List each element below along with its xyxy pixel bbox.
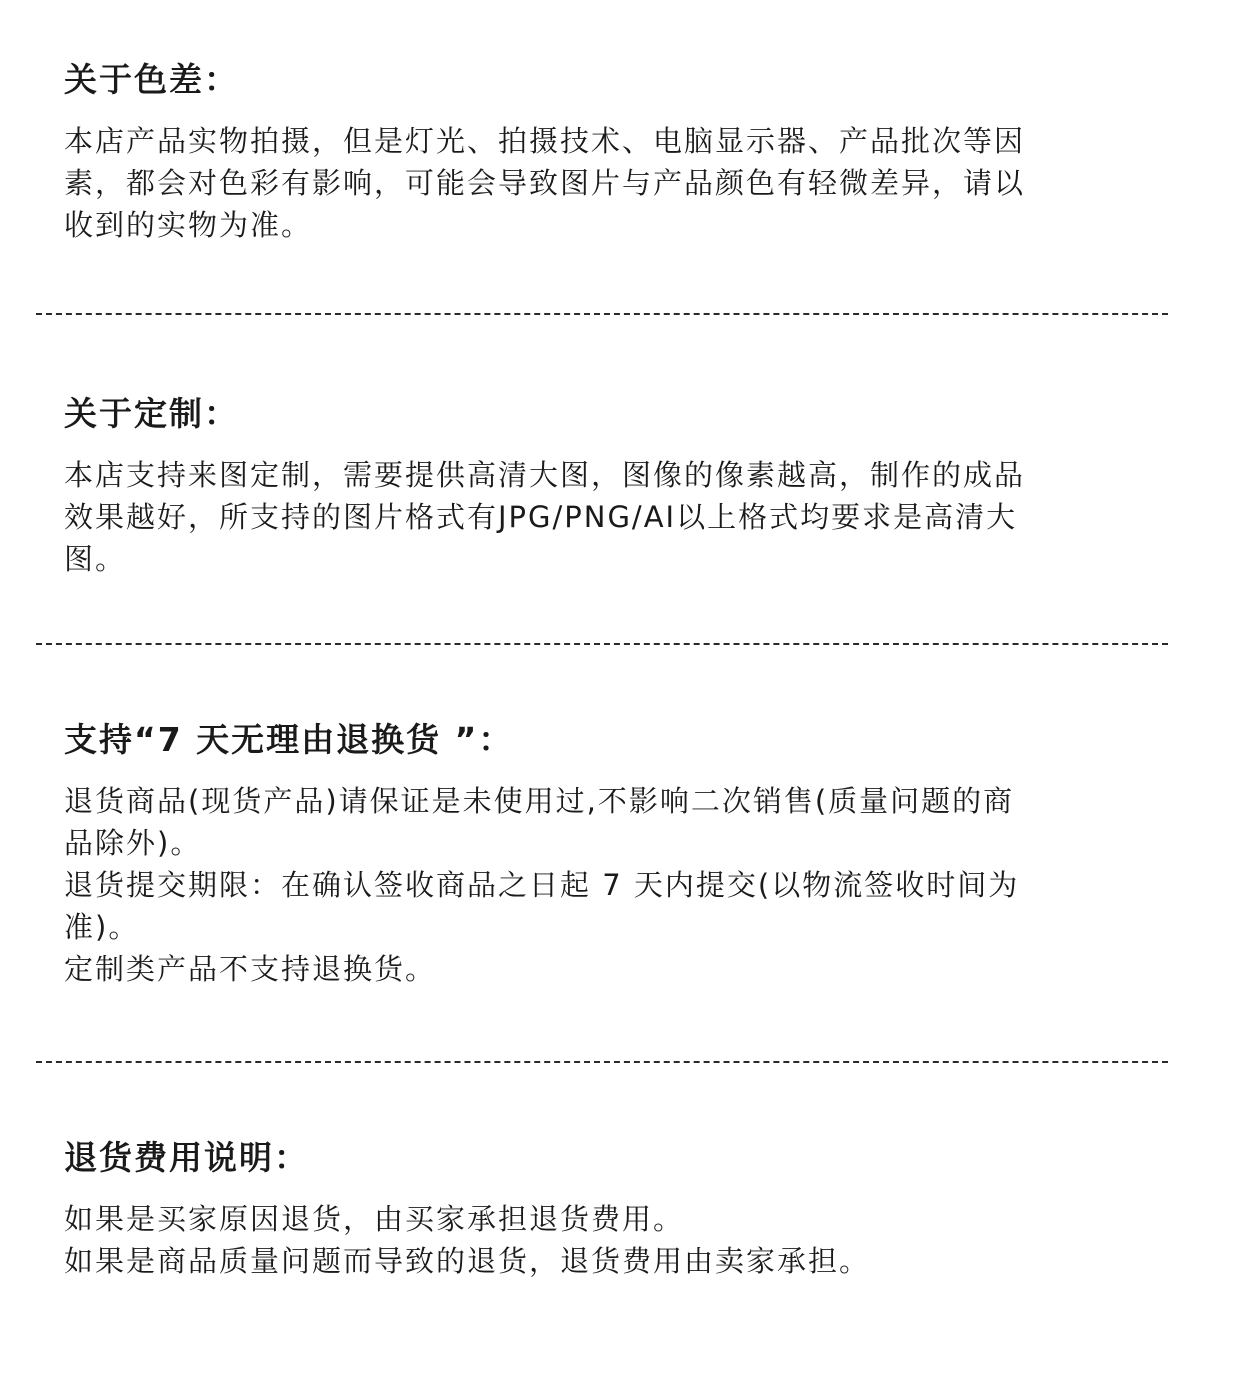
section-title-color-difference: 关于色差： [64, 60, 239, 99]
section-return-fee [64, 1138, 1144, 1282]
dashed-divider [36, 643, 1168, 645]
body-line: 退货商品(现货产品)请保证是未使用过,不影响二次销售(质量问题的商 [64, 784, 1015, 818]
body-line: 素，都会对色彩有影响，可能会导致图片与产品颜色有轻微差异，请以 [64, 166, 1026, 200]
section-body-color-difference [64, 120, 1144, 246]
section-body-customization [64, 454, 1144, 580]
body-line: 定制类产品不支持退换货。 [64, 952, 437, 986]
body-line: 退货提交期限：在确认签收商品之日起 7 天内提交(以物流签收时间为 [64, 868, 1020, 902]
section-title-customization: 关于定制： [64, 394, 239, 433]
body-line: 图。 [64, 542, 127, 576]
dashed-divider [36, 1061, 1168, 1063]
body-line: 收到的实物为准。 [64, 208, 313, 242]
body-line: 效果越好，所支持的图片格式有JPG/PNG/AI以上格式均要求是高清大 [64, 500, 1018, 534]
body-line: 品除外)。 [64, 826, 202, 860]
section-title-return-fee: 退货费用说明： [64, 1138, 309, 1177]
body-line: 本店产品实物拍摄，但是灯光、拍摄技术、电脑显示器、产品批次等因 [64, 124, 1026, 158]
section-customization [64, 394, 1144, 580]
dashed-divider [36, 313, 1168, 315]
section-color-difference [64, 60, 1144, 246]
body-line: 准)。 [64, 910, 140, 944]
section-seven-day-return [64, 720, 1144, 990]
body-line: 如果是商品质量问题而导致的退货，退货费用由卖家承担。 [64, 1244, 871, 1278]
section-body-return-fee [64, 1198, 1144, 1282]
body-line: 本店支持来图定制，需要提供高清大图，图像的像素越高，制作的成品 [64, 458, 1026, 492]
section-title-seven-day-return: 支持“7 天无理由退换货 ”： [64, 720, 514, 759]
body-line: 如果是买家原因退货，由买家承担退货费用。 [64, 1202, 685, 1236]
section-body-seven-day-return [64, 780, 1144, 990]
